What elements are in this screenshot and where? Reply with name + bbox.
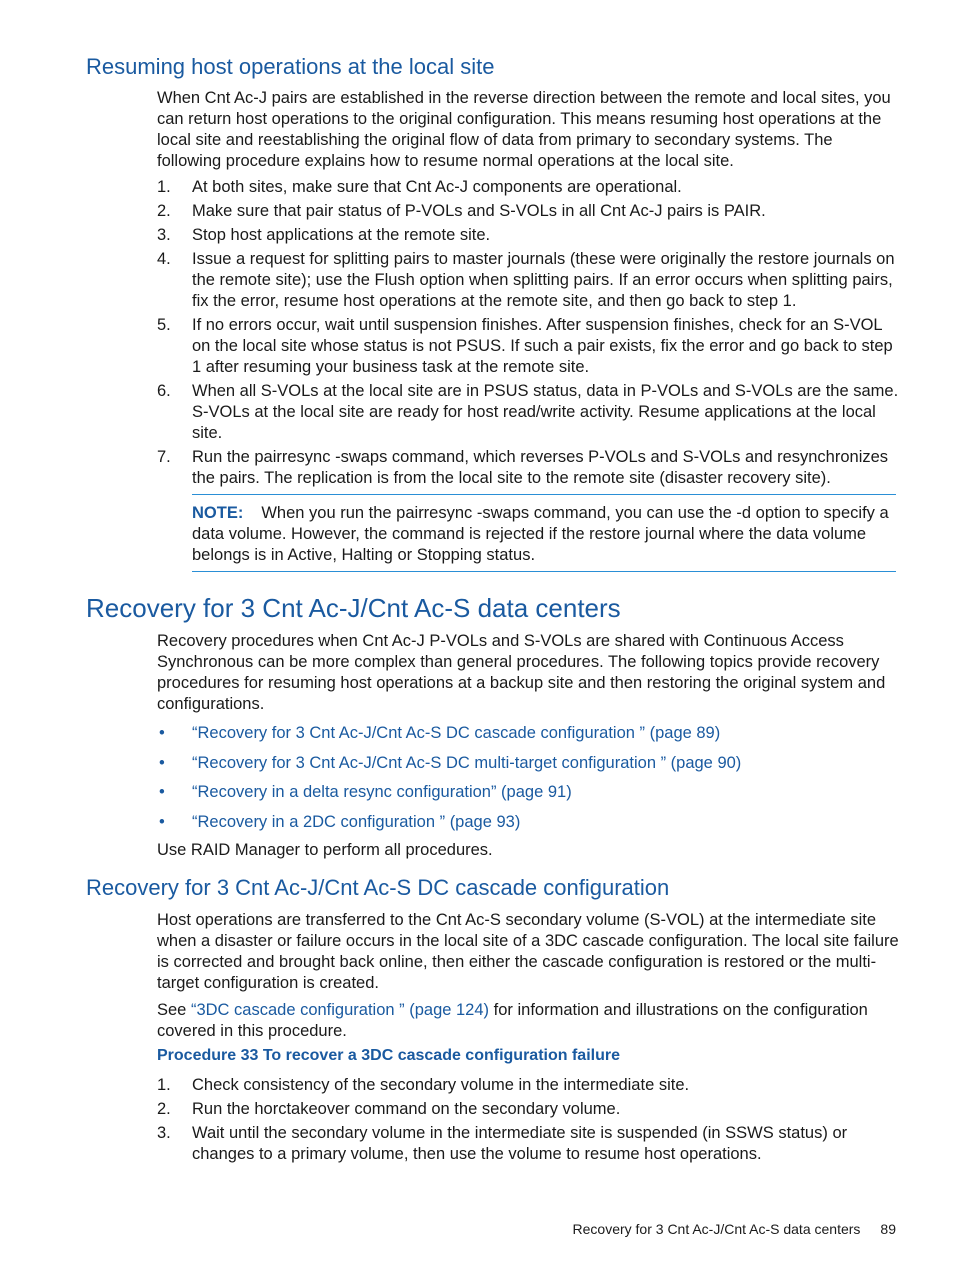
- link-multi-target-recovery[interactable]: “Recovery for 3 Cnt Ac-J/Cnt Ac-S DC multi-target configuration ” (page 90): [192, 753, 742, 772]
- section-heading-resuming-host-operations: Resuming host operations at the local site: [86, 54, 495, 79]
- recovery-topic-links: [157, 723, 899, 841]
- step-text: Run the pairresync -swaps command, which reverses P-VOLs and S-VOLs and resynchronizes the pairs. The replication is from the local site to the remote site (disaster recovery site).: [192, 448, 889, 487]
- link-cascade-recovery[interactable]: “Recovery for 3 Cnt Ac-J/Cnt Ac-S DC cascade configuration ” (page 89): [192, 724, 721, 742]
- section-heading-recovery-data-centers: Recovery for 3 Cnt Ac-J/Cnt Ac-S data centers: [86, 593, 621, 623]
- see-suffix: for information and illustrations on the configuration covered in this procedure.: [157, 1001, 868, 1040]
- step-text: Stop host applications at the remote site.: [192, 226, 491, 244]
- bullet-icon: •: [159, 724, 165, 742]
- list-item: [157, 201, 899, 222]
- bullet-icon: •: [159, 783, 165, 801]
- list-item: [157, 315, 899, 378]
- section3-see-reference: [157, 1000, 899, 1042]
- section2-closing: Use RAID Manager to perform all procedures.: [157, 841, 493, 859]
- note-label: NOTE:: [192, 504, 244, 522]
- step-number: 6.: [157, 382, 171, 400]
- step-number: 2.: [157, 202, 171, 220]
- step-number: 1.: [157, 1076, 171, 1094]
- step-number: 7.: [157, 448, 171, 466]
- step-number: 5.: [157, 316, 171, 334]
- list-item: [157, 1099, 899, 1120]
- see-prefix: See: [157, 1001, 187, 1019]
- page-footer: [573, 1221, 896, 1237]
- link-3dc-cascade-configuration[interactable]: “3DC cascade configuration ” (page 124): [190, 1001, 490, 1019]
- step-number: 2.: [157, 1100, 171, 1118]
- section-heading-cascade-configuration: Recovery for 3 Cnt Ac-J/Cnt Ac-S DC cascade configuration: [86, 875, 670, 900]
- list-item[interactable]: [157, 782, 899, 803]
- list-item: [157, 225, 899, 246]
- list-item[interactable]: [157, 812, 899, 833]
- step-text: If no errors occur, wait until suspension finishes. After suspension finishes, check for an S-VOL on the local site whose status is not PSUS. If such a pair exists, fix the error and go back to step 1 after resuming your business task at the remote site.: [192, 316, 893, 376]
- list-item: [157, 1123, 899, 1165]
- section1-intro: When Cnt Ac-J pairs are established in the reverse direction between the remote and local sites, you can return host operations to the original configuration. This means resuming host operations at the local site and reestablishing the original flow of data from primary to secondary systems. The following procedure explains how to resume normal operations at the local site.: [157, 89, 891, 170]
- footer-title: Recovery for 3 Cnt Ac-J/Cnt Ac-S data centers: [572, 1221, 861, 1237]
- list-item: [157, 447, 899, 489]
- step-number: 3.: [157, 1124, 171, 1142]
- section2-intro: Recovery procedures when Cnt Ac-J P-VOLs and S-VOLs are shared with Continuous Access Synchronous can be more complex than general procedures. The following topics provide recovery procedures for resuming host operations at a backup site and then restoring the original system and configurations.: [157, 632, 886, 713]
- bullet-icon: •: [159, 812, 165, 831]
- section1-steps: [157, 177, 899, 492]
- step-text: Wait until the secondary volume in the intermediate site is suspended (in SSWS status) or changes to a primary volume, then use the volume to resume host operations.: [192, 1124, 848, 1163]
- list-item[interactable]: [157, 753, 899, 774]
- list-item: [157, 381, 899, 444]
- step-text: Check consistency of the secondary volume in the intermediate site.: [192, 1076, 690, 1094]
- note-text: When you run the pairresync -swaps command, you can use the -d option to specify a data volume. However, the command is rejected if the restore journal where the data volume belongs is in Active, Halting or Stopping status.: [192, 504, 889, 564]
- section3-steps: [157, 1075, 899, 1168]
- bullet-icon: •: [159, 753, 165, 772]
- list-item: [157, 1075, 899, 1096]
- step-text: Run the horctakeover command on the secondary volume.: [192, 1100, 621, 1118]
- link-2dc-recovery[interactable]: “Recovery in a 2DC configuration ” (page 93): [192, 812, 521, 831]
- step-number: 3.: [157, 226, 171, 244]
- step-text: When all S-VOLs at the local site are in PSUS status, data in P-VOLs and S-VOLs are the same. S-VOLs at the local site are ready for host read/write activity. Resume applications at the local site.: [192, 382, 899, 442]
- list-item: [157, 249, 899, 312]
- step-text: Make sure that pair status of P-VOLs and S-VOLs in all Cnt Ac-J pairs is PAIR.: [192, 202, 766, 220]
- link-delta-resync-recovery[interactable]: “Recovery in a delta resync configuration” (page 91): [192, 783, 572, 801]
- step-number: 4.: [157, 250, 171, 268]
- step-text: At both sites, make sure that Cnt Ac-J components are operational.: [192, 178, 682, 196]
- note-box: [192, 494, 896, 572]
- step-number: 1.: [157, 178, 171, 196]
- procedure-title: Procedure 33 To recover a 3DC cascade configuration failure: [157, 1047, 620, 1064]
- page-number: 89: [880, 1221, 896, 1237]
- list-item: [157, 177, 899, 198]
- step-text: Issue a request for splitting pairs to master journals (these were originally the restore journals on the remote site); use the Flush option when splitting pairs. If an error occurs when splitting pairs, fix the error, resume host operations at the remote site, and then go back to step 1.: [192, 250, 895, 310]
- list-item[interactable]: [157, 723, 899, 744]
- section3-intro: Host operations are transferred to the Cnt Ac-S secondary volume (S-VOL) at the intermediate site when a disaster or failure occurs in the local site of a 3DC cascade configuration. The local site failure is corrected and brought back online, then either the cascade configuration is restored or the multi-target configuration is created.: [157, 911, 899, 992]
